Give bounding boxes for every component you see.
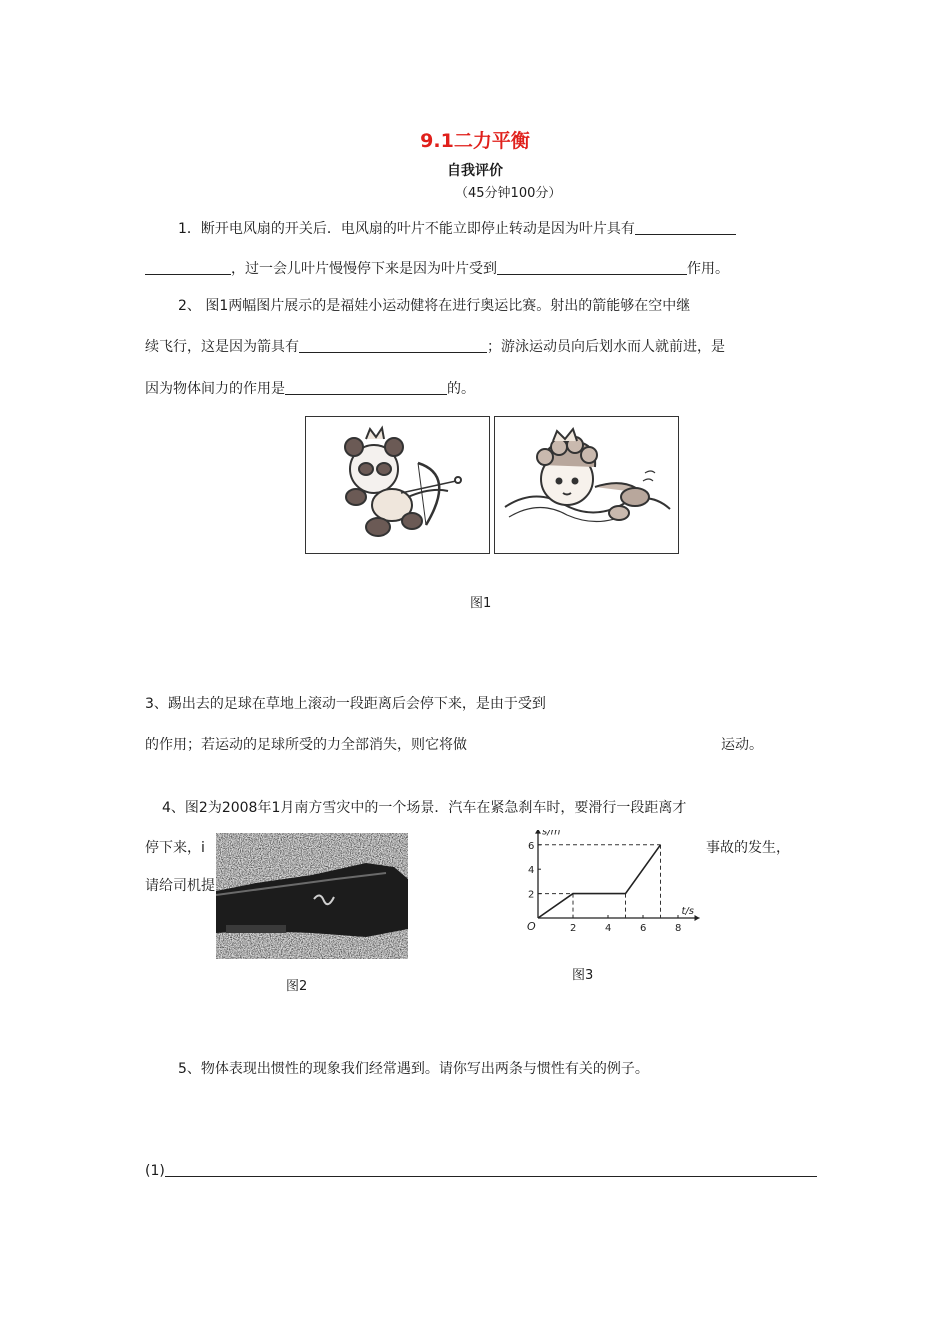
answer-blank[interactable] (497, 259, 687, 275)
question-2-text-c: 因为物体间力的作用是 (145, 381, 285, 397)
origin-label: O (527, 920, 536, 933)
question-1-line-1 (178, 219, 736, 239)
distance-time-graph (520, 830, 710, 940)
question-4-text-b: 请给司机 (145, 878, 201, 894)
question-1-line-2 (145, 259, 729, 279)
answer-blank[interactable] (285, 379, 447, 395)
time-score-info: （45分钟100分） (455, 186, 562, 201)
swimmer-mascot-illustration (495, 417, 678, 553)
question-2-line-2 (145, 337, 725, 357)
question-1-text-a: 1．断开电风扇的开关后．电风扇的叶片不能立即停止转动是因为叶片具有 (178, 221, 635, 237)
question-2-text-b: ；游泳运动员向后划水而人就前进，是 (487, 339, 725, 355)
answer-blank[interactable] (299, 337, 487, 353)
y-tick-label: 4 (528, 865, 535, 877)
question-1-text-c: 作用。 (687, 261, 729, 277)
x-axis-label: t/s (681, 906, 694, 917)
question-5-item-1 (145, 1161, 817, 1181)
question-3-text-a: 的作用；若运动的足球所受的力全部消失，则它将做 (145, 737, 467, 753)
answer-blank[interactable] (145, 259, 231, 275)
x-axis-arrow (695, 915, 700, 921)
x-tick-label: 4 (605, 923, 612, 934)
question-2-line-3 (145, 379, 475, 399)
figure-2-photo (216, 833, 408, 959)
figure-1-swimmer-panel (494, 416, 679, 554)
item-1-label: (1) (145, 1163, 165, 1179)
graph-guide-lines (538, 845, 661, 918)
question-2-text-d: 的。 (447, 381, 475, 397)
graph-ticks (538, 845, 678, 918)
question-4-text-a: 停下来， (145, 840, 201, 856)
figure-1-caption: 图1 (470, 596, 492, 611)
y-tick-label: 2 (528, 889, 535, 901)
question-3-text-b: 运动。 (721, 737, 763, 753)
question-4-line-2-start (145, 838, 205, 858)
graph-series-line (538, 845, 661, 918)
figure-3-caption: 图3 (572, 968, 594, 983)
page-title: 9.1二力平衡 (420, 130, 530, 152)
y-axis-label: s/m (542, 830, 561, 838)
figure-3-graph (520, 830, 710, 940)
question-3-line-2 (145, 735, 467, 755)
question-4-line-2-end: 事故的发生， (706, 840, 790, 856)
figure-2-caption: 图2 (286, 979, 308, 994)
y-tick-labels (528, 841, 534, 901)
x-tick-label: 8 (675, 923, 682, 934)
question-2-line-1: 2、 图1两幅图片展示的是福娃小运动健将在进行奥运比赛。射出的箭能够在空中继 (178, 298, 691, 314)
y-tick-label: 6 (528, 840, 535, 852)
x-tick-labels (570, 923, 681, 934)
answer-blank[interactable] (165, 1161, 817, 1177)
page-subtitle: 自我评价 (447, 163, 503, 179)
archer-mascot-illustration (306, 417, 489, 553)
x-tick-label: 2 (570, 923, 577, 934)
answer-blank[interactable] (635, 219, 736, 235)
x-tick-label: 6 (640, 923, 647, 934)
question-2-text-a: 续飞行，这是因为箭具有 (145, 339, 299, 355)
graph-axes (535, 830, 700, 921)
snow-scene-photo (216, 833, 408, 959)
question-3-line-1: 3、踢出去的足球在草地上滚动一段距离后会停下来，是由于受到 (145, 696, 546, 712)
question-4-fragment-a: i (201, 840, 205, 856)
question-4-line-1: 4、图2为2008年1月南方雪灾中的一个场景．汽车在紧急刹车时，要滑行一段距离才 (162, 800, 687, 816)
y-axis-arrow (535, 830, 541, 834)
question-1-text-b: ，过一会儿叶片慢慢停下来是因为叶片受到 (231, 261, 497, 277)
question-4-line-3 (145, 876, 215, 896)
figure-1-archer-panel (305, 416, 490, 554)
question-5-line-1: 5、物体表现出惯性的现象我们经常遇到。请你写出两条与惯性有关的例子。 (178, 1061, 649, 1077)
question-4-fragment-b: 提 (201, 878, 215, 894)
